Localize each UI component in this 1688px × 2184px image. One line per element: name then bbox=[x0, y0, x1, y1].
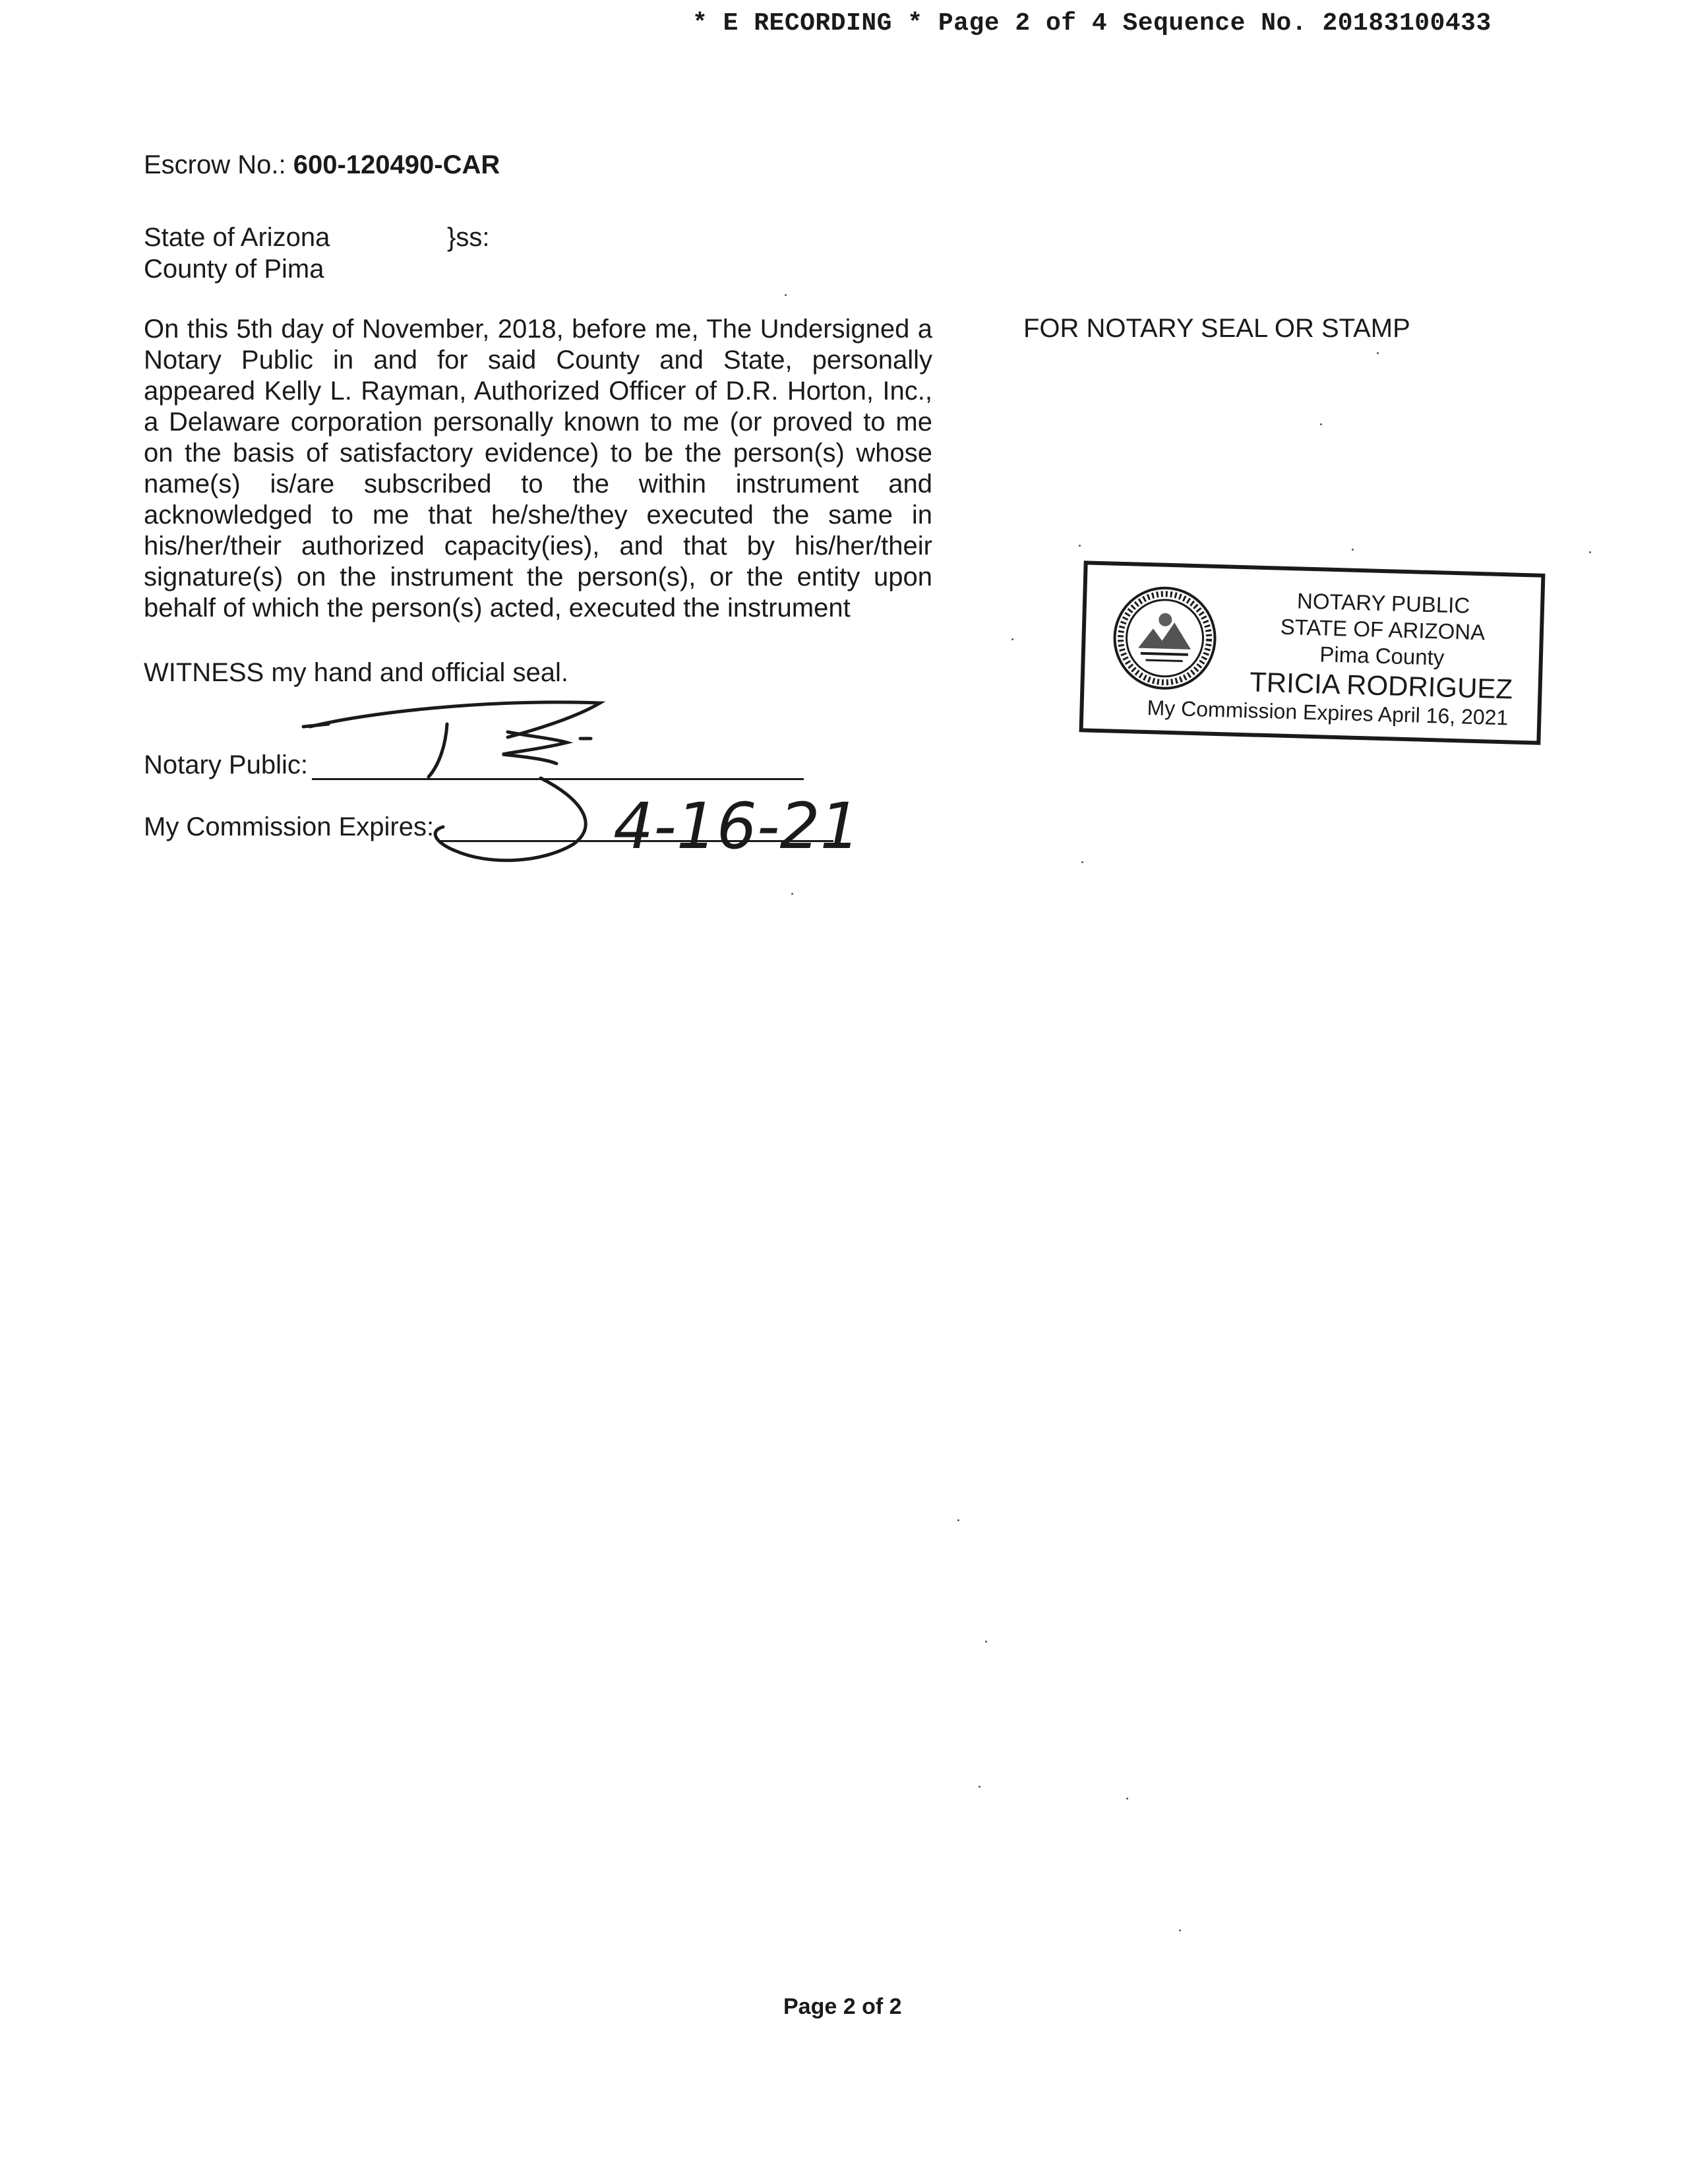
venue-county: County of Pima bbox=[144, 255, 324, 284]
scan-speck bbox=[1589, 551, 1591, 553]
handwritten-expiry-date bbox=[607, 789, 860, 863]
acknowledgment-text: On this 5th day of November, 2018, before me, The Undersigned a Notary Public in and for said County and State, personally appeared Kelly L. Rayman, Authorized Officer of D.R. Horton, Inc., a Delaware corporation personally known to me (or proved to me on the basis of satisfactory evidence) to be the person(s) whose name(s) is/are subscribed to the within instrument and acknowledged to me that he/she/they executed the same in his/her/their authorized capacity(ies), and that by his/her/their signature(s) on the instrument the person(s), or the entity upon behalf of which the person(s) acted, executed the instrument bbox=[144, 315, 932, 622]
stamp-notary-name: TRICIA RODRIGUEZ bbox=[1249, 666, 1513, 705]
stamp-line-notary: NOTARY PUBLIC bbox=[1296, 588, 1470, 618]
scan-speck bbox=[1320, 423, 1322, 425]
escrow-value: 600-120490-CAR bbox=[293, 150, 500, 179]
stamp-line-county: Pima County bbox=[1319, 642, 1445, 670]
stamp-caption: FOR NOTARY SEAL OR STAMP bbox=[1023, 314, 1410, 343]
handwritten-expiry-text: 4-16-21 bbox=[613, 789, 860, 863]
venue-ss: }ss: bbox=[447, 223, 490, 252]
stamp-commission-expiry: My Commission Expires April 16, 2021 bbox=[1147, 696, 1509, 730]
scan-speck bbox=[1179, 1929, 1181, 1931]
stamp-text-block bbox=[1236, 586, 1529, 706]
arizona-state-seal-icon bbox=[1110, 584, 1219, 692]
scan-speck bbox=[1079, 545, 1081, 547]
scan-speck bbox=[979, 1786, 980, 1788]
notary-public-label: Notary Public: bbox=[144, 750, 308, 779]
escrow-number bbox=[144, 150, 500, 180]
scan-speck bbox=[1352, 549, 1354, 551]
venue-state: State of Arizona bbox=[144, 223, 330, 252]
scan-speck bbox=[785, 294, 787, 296]
scan-speck bbox=[985, 1641, 987, 1643]
commission-expires-label: My Commission Expires: bbox=[144, 812, 435, 841]
scan-speck bbox=[1377, 352, 1379, 354]
notary-stamp bbox=[1079, 561, 1546, 744]
scan-speck bbox=[1126, 1798, 1128, 1800]
page-footer: Page 2 of 2 bbox=[783, 1994, 902, 2019]
escrow-label: Escrow No.: bbox=[144, 150, 286, 179]
recording-header: * E RECORDING * Page 2 of 4 Sequence No. 20183100433 bbox=[692, 9, 1492, 38]
scan-speck bbox=[791, 893, 793, 895]
scan-speck bbox=[957, 1519, 959, 1521]
stamp-line-state: STATE OF ARIZONA bbox=[1280, 614, 1486, 645]
witness-statement: WITNESS my hand and official seal. bbox=[144, 658, 568, 687]
venue-block bbox=[144, 222, 489, 285]
scan-speck bbox=[1081, 861, 1083, 863]
scan-speck bbox=[1011, 638, 1013, 640]
handwritten-signature bbox=[290, 686, 633, 870]
